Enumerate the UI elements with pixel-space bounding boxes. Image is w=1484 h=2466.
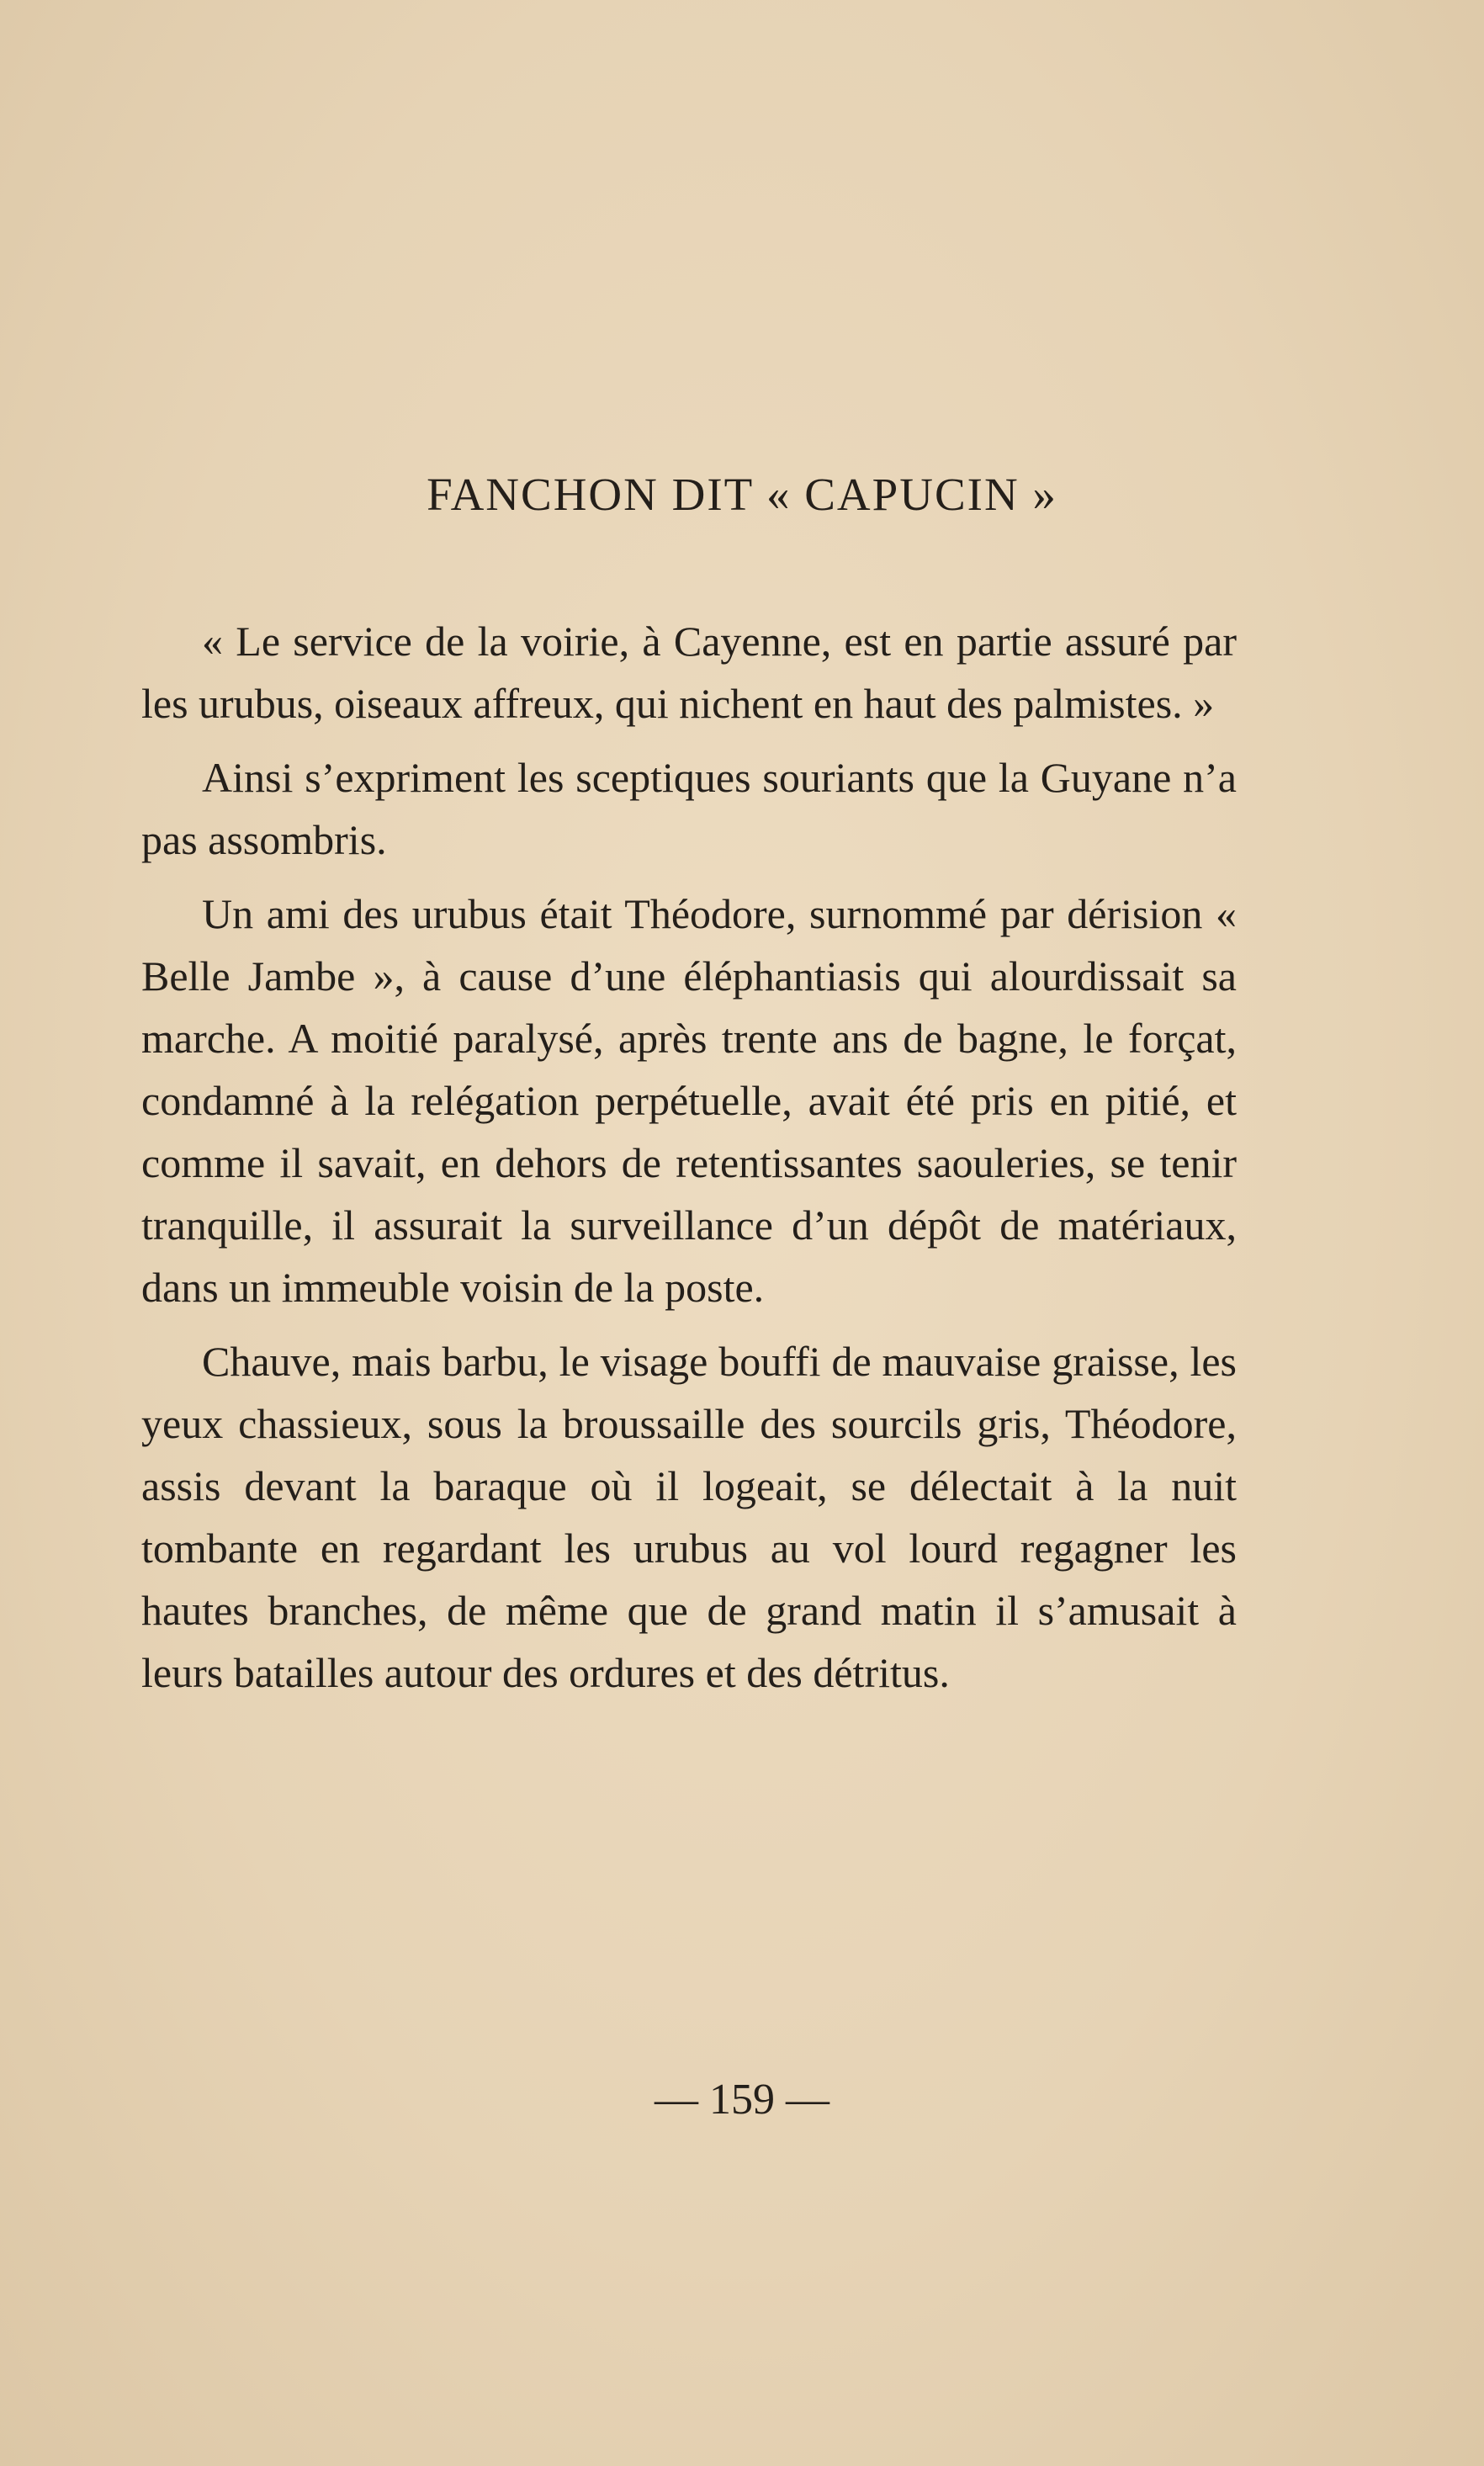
page-number: — 159 — (655, 2076, 829, 2124)
paragraph: Chauve, mais barbu, le visage bouffi de mauvaise graisse, les yeux chassieux, sous la broussaille des sourcils gris, Théodore, assis devant la baraque où il logeait, se délectait à la nuit tombante en regardant les urubus au vol lourd regagner les hautes branches, de même que de grand matin il s’amusait à leurs batailles autour des ordures et des détritus. (141, 1338, 1237, 1696)
running-head: FANCHON DIT « CAPUCIN » (427, 469, 1057, 520)
paragraph: Un ami des urubus était Théodore, surnommé par dérision « Belle Jambe », à cause d’une éléphantiasis qui alourdissait sa marche. A moitié paralysé, après trente ans de bagne, le forçat, condamné à la relégation perpétuelle, avait été pris en pitié, et comme il savait, en dehors de retentissantes saouleries, se tenir tranquille, il assurait la surveillance d’un dépôt de matériaux, dans un immeuble voisin de la poste. (141, 890, 1237, 1311)
body-text (141, 610, 1237, 1716)
paragraph: « Le service de la voirie, à Cayenne, est en partie assuré par les urubus, oiseaux affreux, qui nichent en haut des palmistes. » (141, 618, 1237, 727)
paragraph: Ainsi s’expriment les sceptiques souriants que la Guyane n’a pas assombris. (141, 754, 1237, 863)
